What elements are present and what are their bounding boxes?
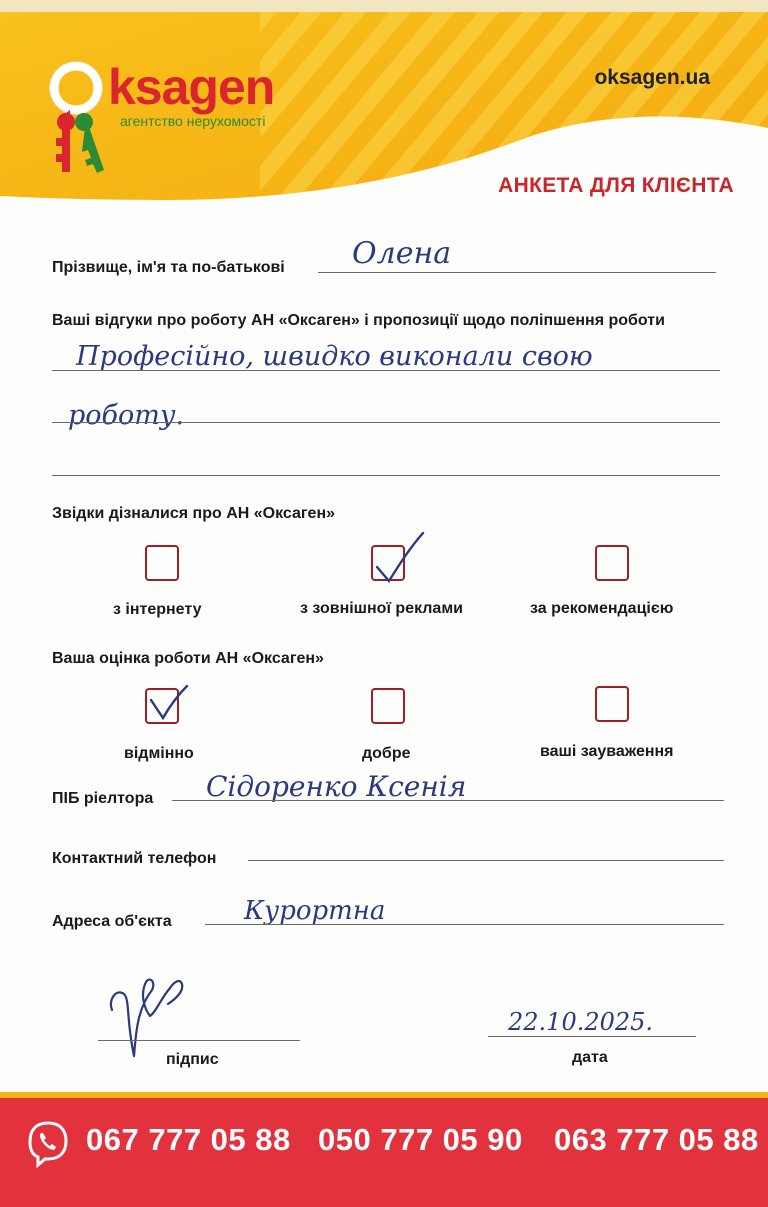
footer-phone-2[interactable]: 050 777 05 90 — [318, 1122, 523, 1157]
form-title: АНКЕТА ДЛЯ КЛІЄНТА — [498, 174, 734, 197]
phone-label: Контактний телефон — [52, 850, 217, 867]
logo-wordmark: ksagen — [108, 59, 275, 115]
header — [0, 0, 768, 230]
address-value[interactable]: Курортна — [244, 896, 386, 926]
date-label: дата — [572, 1049, 608, 1066]
rating-checkbox-good[interactable] — [371, 688, 405, 724]
feedback-rule-1 — [52, 370, 720, 371]
name-label: Прізвище, ім'я та по-батькові — [52, 259, 285, 276]
footer-phone-3[interactable]: 063 777 05 88 — [554, 1122, 759, 1157]
website-link[interactable]: oksagen.ua — [594, 66, 710, 89]
realtor-line — [172, 800, 724, 801]
rating-option-excellent: відмінно — [124, 745, 194, 762]
address-line — [205, 924, 724, 925]
feedback-line-2[interactable]: роботу. — [68, 400, 185, 431]
rating-option-remarks: ваші зауваження — [540, 743, 674, 760]
source-option-outdoor-ads: з зовнішної реклами — [300, 600, 463, 617]
name-line — [318, 272, 716, 273]
source-option-recommendation: за рекомендацією — [530, 600, 674, 617]
signature-label: підпис — [166, 1051, 219, 1068]
date-line — [488, 1036, 696, 1037]
source-label: Звідки дізналися про АН «Оксаген» — [52, 505, 336, 522]
logo-tagline: агентство нерухомості — [120, 113, 266, 129]
realtor-label: ПІБ ріелтора — [52, 790, 154, 807]
feedback-rule-2 — [52, 422, 720, 423]
feedback-label: Ваші відгуки про роботу АН «Оксаген» і пропозиції щодо поліпшення роботи — [52, 312, 665, 329]
feedback-rule-3 — [52, 475, 720, 476]
checkmark-icon — [369, 529, 429, 589]
viber-icon — [26, 1120, 70, 1168]
realtor-value[interactable]: Сідоренко Ксенія — [206, 770, 467, 803]
source-checkbox-recommendation[interactable] — [595, 545, 629, 581]
rating-checkbox-remarks[interactable] — [595, 686, 629, 722]
feedback-line-1[interactable]: Професійно, швидко виконали свою — [76, 341, 593, 372]
checkmark-icon — [143, 672, 203, 732]
rating-label: Ваша оцінка роботи АН «Оксаген» — [52, 650, 324, 667]
phone-line — [248, 860, 724, 861]
signature-line — [98, 1040, 300, 1041]
address-label: Адреса об'єкта — [52, 913, 172, 930]
rating-checkbox-excellent[interactable] — [145, 688, 179, 724]
name-value[interactable]: Олена — [352, 236, 452, 271]
source-checkbox-internet[interactable] — [145, 545, 179, 581]
source-option-internet: з інтернету — [113, 601, 202, 618]
date-value[interactable]: 22.10.2025. — [508, 1008, 654, 1036]
oksagen-logo — [48, 52, 308, 182]
rating-option-good: добре — [362, 745, 411, 762]
source-checkbox-outdoor-ads[interactable] — [371, 545, 405, 581]
footer-phone-1[interactable]: 067 777 05 88 — [86, 1122, 291, 1157]
